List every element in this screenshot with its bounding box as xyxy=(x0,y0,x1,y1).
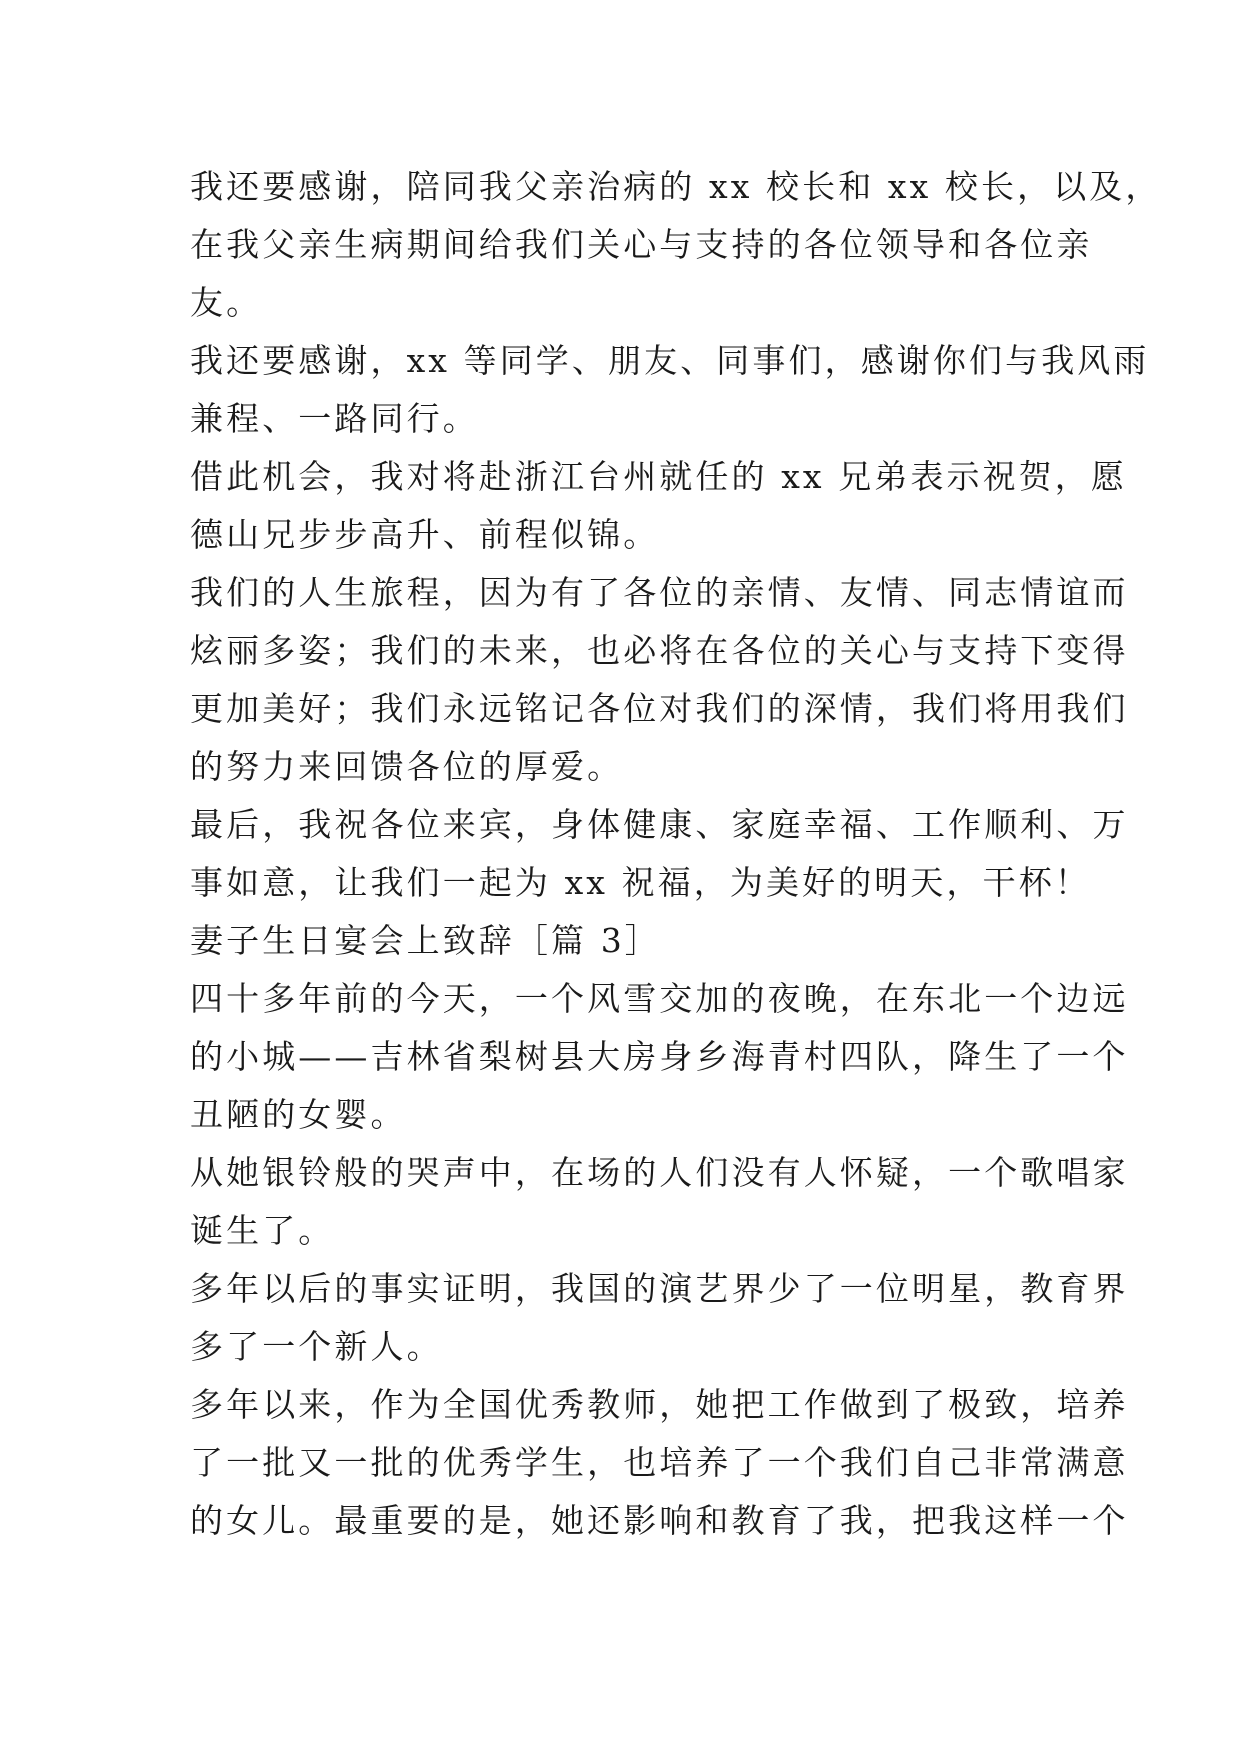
text-line: 在我父亲生病期间给我们关心与支持的各位领导和各位亲 xyxy=(190,225,1093,264)
text-line: 多了一个新人。 xyxy=(190,1327,443,1366)
text-line: 更加美好；我们永远铭记各位对我们的深情，我们将用我们 xyxy=(190,689,1129,728)
text-line: 从她银铃般的哭声中，在场的人们没有人怀疑，一个歌唱家 xyxy=(190,1153,1129,1192)
text-line: 最后，我祝各位来宾，身体健康、家庭幸福、工作顺利、万 xyxy=(190,805,1129,844)
section-heading: 妻子生日宴会上致辞［篇 3］ xyxy=(190,921,661,960)
text-line: 的女儿。最重要的是，她还影响和教育了我，把我这样一个 xyxy=(190,1501,1129,1540)
text-line: 多年以来，作为全国优秀教师，她把工作做到了极致，培养 xyxy=(190,1385,1129,1424)
text-line: 四十多年前的今天，一个风雪交加的夜晚，在东北一个边远 xyxy=(190,979,1129,1018)
text-line: 友。 xyxy=(190,283,263,322)
text-line: 兼程、一路同行。 xyxy=(190,399,479,438)
text-line: 我还要感谢，xx 等同学、朋友、同事们，感谢你们与我风雨 xyxy=(190,341,1150,380)
text-line: 了一批又一批的优秀学生，也培养了一个我们自己非常满意 xyxy=(190,1443,1129,1482)
text-line: 丑陋的女婴。 xyxy=(190,1095,407,1134)
text-line: 的小城——吉林省梨树县大房身乡海青村四队，降生了一个 xyxy=(190,1037,1129,1076)
text-line: 的努力来回馈各位的厚爱。 xyxy=(190,747,624,786)
text-line: 德山兄步步高升、前程似锦。 xyxy=(190,515,660,554)
text-line: 多年以后的事实证明，我国的演艺界少了一位明星，教育界 xyxy=(190,1269,1129,1308)
text-line: 诞生了。 xyxy=(190,1211,335,1250)
text-line: 借此机会，我对将赴浙江台州就任的 xx 兄弟表示祝贺，愿 xyxy=(190,457,1128,496)
document-body xyxy=(190,158,1162,1550)
text-line: 炫丽多姿；我们的未来，也必将在各位的关心与支持下变得 xyxy=(190,631,1129,670)
text-line: 我还要感谢，陪同我父亲治病的 xx 校长和 xx 校长，以及， xyxy=(190,167,1162,206)
text-line: 我们的人生旅程，因为有了各位的亲情、友情、同志情谊而 xyxy=(190,573,1129,612)
text-line: 事如意，让我们一起为 xx 祝福，为美好的明天，干杯！ xyxy=(190,863,1091,902)
